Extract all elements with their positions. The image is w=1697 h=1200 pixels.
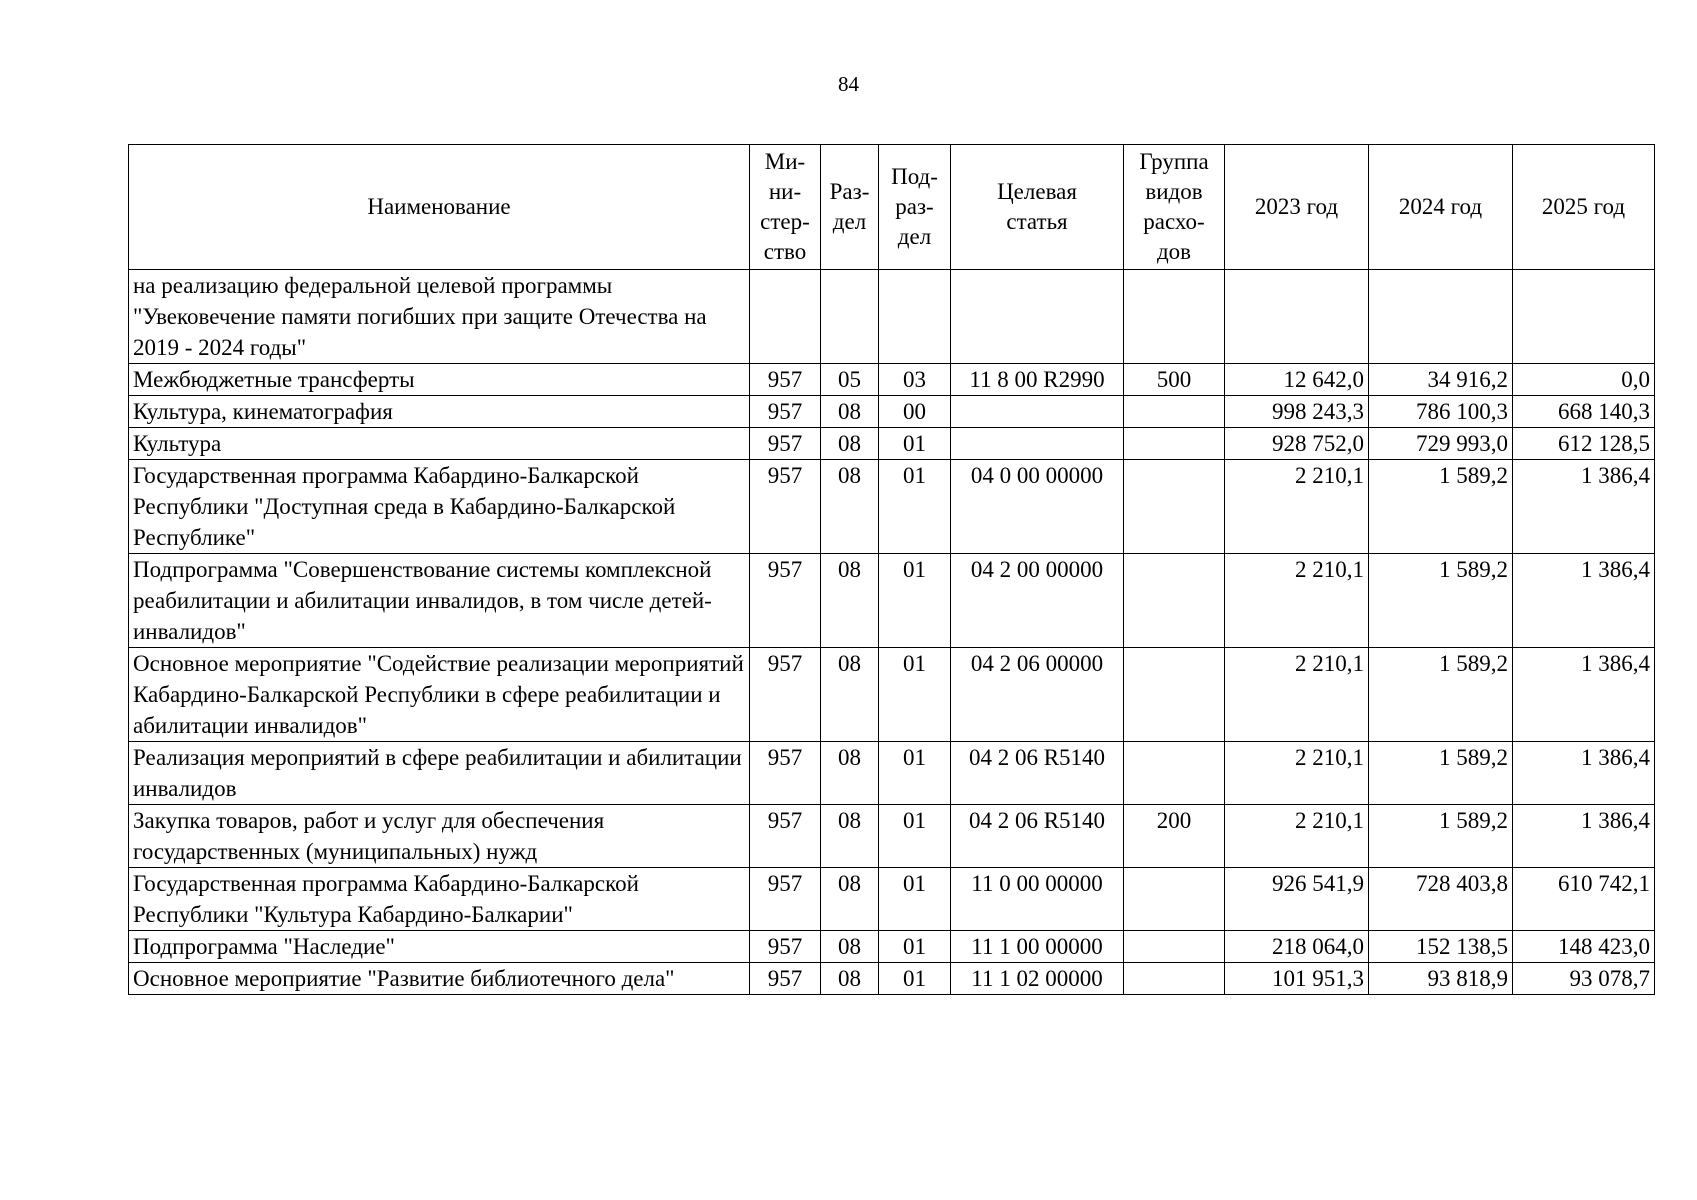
cell-subsection: 03 — [879, 364, 951, 396]
header-target: Целевая статья — [951, 145, 1124, 270]
header-2025: 2025 год — [1513, 145, 1655, 270]
cell-ministry: 957 — [750, 931, 821, 963]
table-row — [129, 554, 1655, 648]
cell-name: Основное мероприятие "Содействие реализации мероприятий Кабардино-Балкарской Республики в сфере реабилитации и абилитации инвалидов" — [129, 648, 750, 742]
cell-ministry: 957 — [750, 428, 821, 460]
cell-target-article: 04 0 00 00000 — [951, 460, 1124, 554]
cell-2024: 1 589,2 — [1369, 648, 1513, 742]
cell-name: на реализацию федеральной целевой программы "Увековечение памяти погибших при защите Отечества на 2019 - 2024 годы" — [129, 270, 750, 364]
cell-2025: 1 386,4 — [1513, 742, 1655, 805]
cell-target-article: 04 2 00 00000 — [951, 554, 1124, 648]
cell-expense-group — [1124, 931, 1225, 963]
cell-target-article: 11 1 00 00000 — [951, 931, 1124, 963]
table-row — [129, 364, 1655, 396]
cell-name: Подпрограмма "Наследие" — [129, 931, 750, 963]
cell-target-article: 04 2 06 00000 — [951, 648, 1124, 742]
cell-section: 08 — [821, 460, 879, 554]
table-row — [129, 805, 1655, 868]
cell-expense-group — [1124, 554, 1225, 648]
header-ministry: Ми- ни- стер- ство — [750, 145, 821, 270]
cell-expense-group — [1124, 742, 1225, 805]
table-row — [129, 460, 1655, 554]
cell-2025: 1 386,4 — [1513, 805, 1655, 868]
cell-target-article: 11 8 00 R2990 — [951, 364, 1124, 396]
table-row — [129, 963, 1655, 995]
cell-ministry: 957 — [750, 742, 821, 805]
cell-subsection: 01 — [879, 742, 951, 805]
budget-table — [128, 144, 1655, 995]
cell-2023 — [1225, 270, 1369, 364]
cell-subsection: 00 — [879, 396, 951, 428]
cell-ministry: 957 — [750, 396, 821, 428]
table-body — [129, 270, 1655, 995]
cell-subsection: 01 — [879, 805, 951, 868]
cell-2023: 2 210,1 — [1225, 742, 1369, 805]
cell-2023: 2 210,1 — [1225, 554, 1369, 648]
cell-ministry: 957 — [750, 648, 821, 742]
cell-2023: 2 210,1 — [1225, 460, 1369, 554]
cell-ministry: 957 — [750, 460, 821, 554]
cell-2024: 1 589,2 — [1369, 742, 1513, 805]
cell-2024 — [1369, 270, 1513, 364]
cell-name: Подпрограмма "Совершенствование системы комплексной реабилитации и абилитации инвалидов, в том числе детей-инвалидов" — [129, 554, 750, 648]
cell-section: 08 — [821, 554, 879, 648]
cell-2025: 610 742,1 — [1513, 868, 1655, 931]
cell-section: 08 — [821, 805, 879, 868]
cell-target-article — [951, 270, 1124, 364]
table-row — [129, 648, 1655, 742]
header-2023: 2023 год — [1225, 145, 1369, 270]
cell-section — [821, 270, 879, 364]
cell-subsection — [879, 270, 951, 364]
cell-section: 08 — [821, 963, 879, 995]
cell-2023: 101 951,3 — [1225, 963, 1369, 995]
header-row — [129, 145, 1655, 270]
cell-2025: 148 423,0 — [1513, 931, 1655, 963]
cell-name: Государственная программа Кабардино-Балкарской Республики "Доступная среда в Кабардино-Балкарской Республике" — [129, 460, 750, 554]
cell-name: Государственная программа Кабардино-Балкарской Республики "Культура Кабардино-Балкарии" — [129, 868, 750, 931]
header-expense-group: Группа видов расхо- дов — [1124, 145, 1225, 270]
cell-target-article — [951, 396, 1124, 428]
cell-subsection: 01 — [879, 428, 951, 460]
cell-name: Основное мероприятие "Развитие библиотечного дела" — [129, 963, 750, 995]
table-row — [129, 868, 1655, 931]
table-row — [129, 742, 1655, 805]
cell-subsection: 01 — [879, 648, 951, 742]
cell-2024: 728 403,8 — [1369, 868, 1513, 931]
cell-subsection: 01 — [879, 554, 951, 648]
cell-expense-group: 200 — [1124, 805, 1225, 868]
cell-ministry: 957 — [750, 805, 821, 868]
header-section: Раз- дел — [821, 145, 879, 270]
cell-ministry — [750, 270, 821, 364]
cell-section: 08 — [821, 931, 879, 963]
cell-2024: 1 589,2 — [1369, 460, 1513, 554]
cell-ministry: 957 — [750, 554, 821, 648]
cell-name: Культура, кинематография — [129, 396, 750, 428]
cell-2024: 729 993,0 — [1369, 428, 1513, 460]
cell-2024: 1 589,2 — [1369, 805, 1513, 868]
cell-2023: 998 243,3 — [1225, 396, 1369, 428]
cell-2024: 786 100,3 — [1369, 396, 1513, 428]
cell-expense-group — [1124, 428, 1225, 460]
cell-target-article: 11 0 00 00000 — [951, 868, 1124, 931]
cell-2024: 34 916,2 — [1369, 364, 1513, 396]
cell-2025: 668 140,3 — [1513, 396, 1655, 428]
cell-2024: 93 818,9 — [1369, 963, 1513, 995]
header-name: Наименование — [129, 145, 750, 270]
table-row — [129, 428, 1655, 460]
cell-expense-group — [1124, 396, 1225, 428]
cell-2023: 926 541,9 — [1225, 868, 1369, 931]
cell-subsection: 01 — [879, 460, 951, 554]
cell-subsection: 01 — [879, 868, 951, 931]
table-row — [129, 931, 1655, 963]
cell-ministry: 957 — [750, 364, 821, 396]
cell-subsection: 01 — [879, 963, 951, 995]
cell-2023: 928 752,0 — [1225, 428, 1369, 460]
cell-section: 08 — [821, 396, 879, 428]
cell-expense-group — [1124, 648, 1225, 742]
cell-ministry: 957 — [750, 868, 821, 931]
cell-2025: 1 386,4 — [1513, 648, 1655, 742]
cell-2025: 1 386,4 — [1513, 554, 1655, 648]
header-subsection: Под- раз- дел — [879, 145, 951, 270]
cell-expense-group — [1124, 460, 1225, 554]
page-number: 84 — [838, 72, 859, 96]
cell-name: Закупка товаров, работ и услуг для обеспечения государственных (муниципальных) нужд — [129, 805, 750, 868]
cell-section: 08 — [821, 428, 879, 460]
cell-subsection: 01 — [879, 931, 951, 963]
cell-section: 05 — [821, 364, 879, 396]
cell-target-article: 04 2 06 R5140 — [951, 805, 1124, 868]
cell-expense-group: 500 — [1124, 364, 1225, 396]
cell-2024: 152 138,5 — [1369, 931, 1513, 963]
cell-2025: 1 386,4 — [1513, 460, 1655, 554]
cell-2025: 93 078,7 — [1513, 963, 1655, 995]
cell-section: 08 — [821, 742, 879, 805]
cell-section: 08 — [821, 868, 879, 931]
cell-2023: 218 064,0 — [1225, 931, 1369, 963]
cell-name: Реализация мероприятий в сфере реабилитации и абилитации инвалидов — [129, 742, 750, 805]
cell-2025: 0,0 — [1513, 364, 1655, 396]
table-row — [129, 396, 1655, 428]
table-row — [129, 270, 1655, 364]
cell-name: Межбюджетные трансферты — [129, 364, 750, 396]
cell-target-article — [951, 428, 1124, 460]
cell-name: Культура — [129, 428, 750, 460]
cell-2023: 2 210,1 — [1225, 648, 1369, 742]
cell-expense-group — [1124, 963, 1225, 995]
cell-target-article: 11 1 02 00000 — [951, 963, 1124, 995]
cell-2024: 1 589,2 — [1369, 554, 1513, 648]
cell-section: 08 — [821, 648, 879, 742]
cell-expense-group — [1124, 270, 1225, 364]
cell-2025: 612 128,5 — [1513, 428, 1655, 460]
cell-target-article: 04 2 06 R5140 — [951, 742, 1124, 805]
cell-2025 — [1513, 270, 1655, 364]
cell-expense-group — [1124, 868, 1225, 931]
cell-2023: 12 642,0 — [1225, 364, 1369, 396]
cell-2023: 2 210,1 — [1225, 805, 1369, 868]
cell-ministry: 957 — [750, 963, 821, 995]
header-2024: 2024 год — [1369, 145, 1513, 270]
